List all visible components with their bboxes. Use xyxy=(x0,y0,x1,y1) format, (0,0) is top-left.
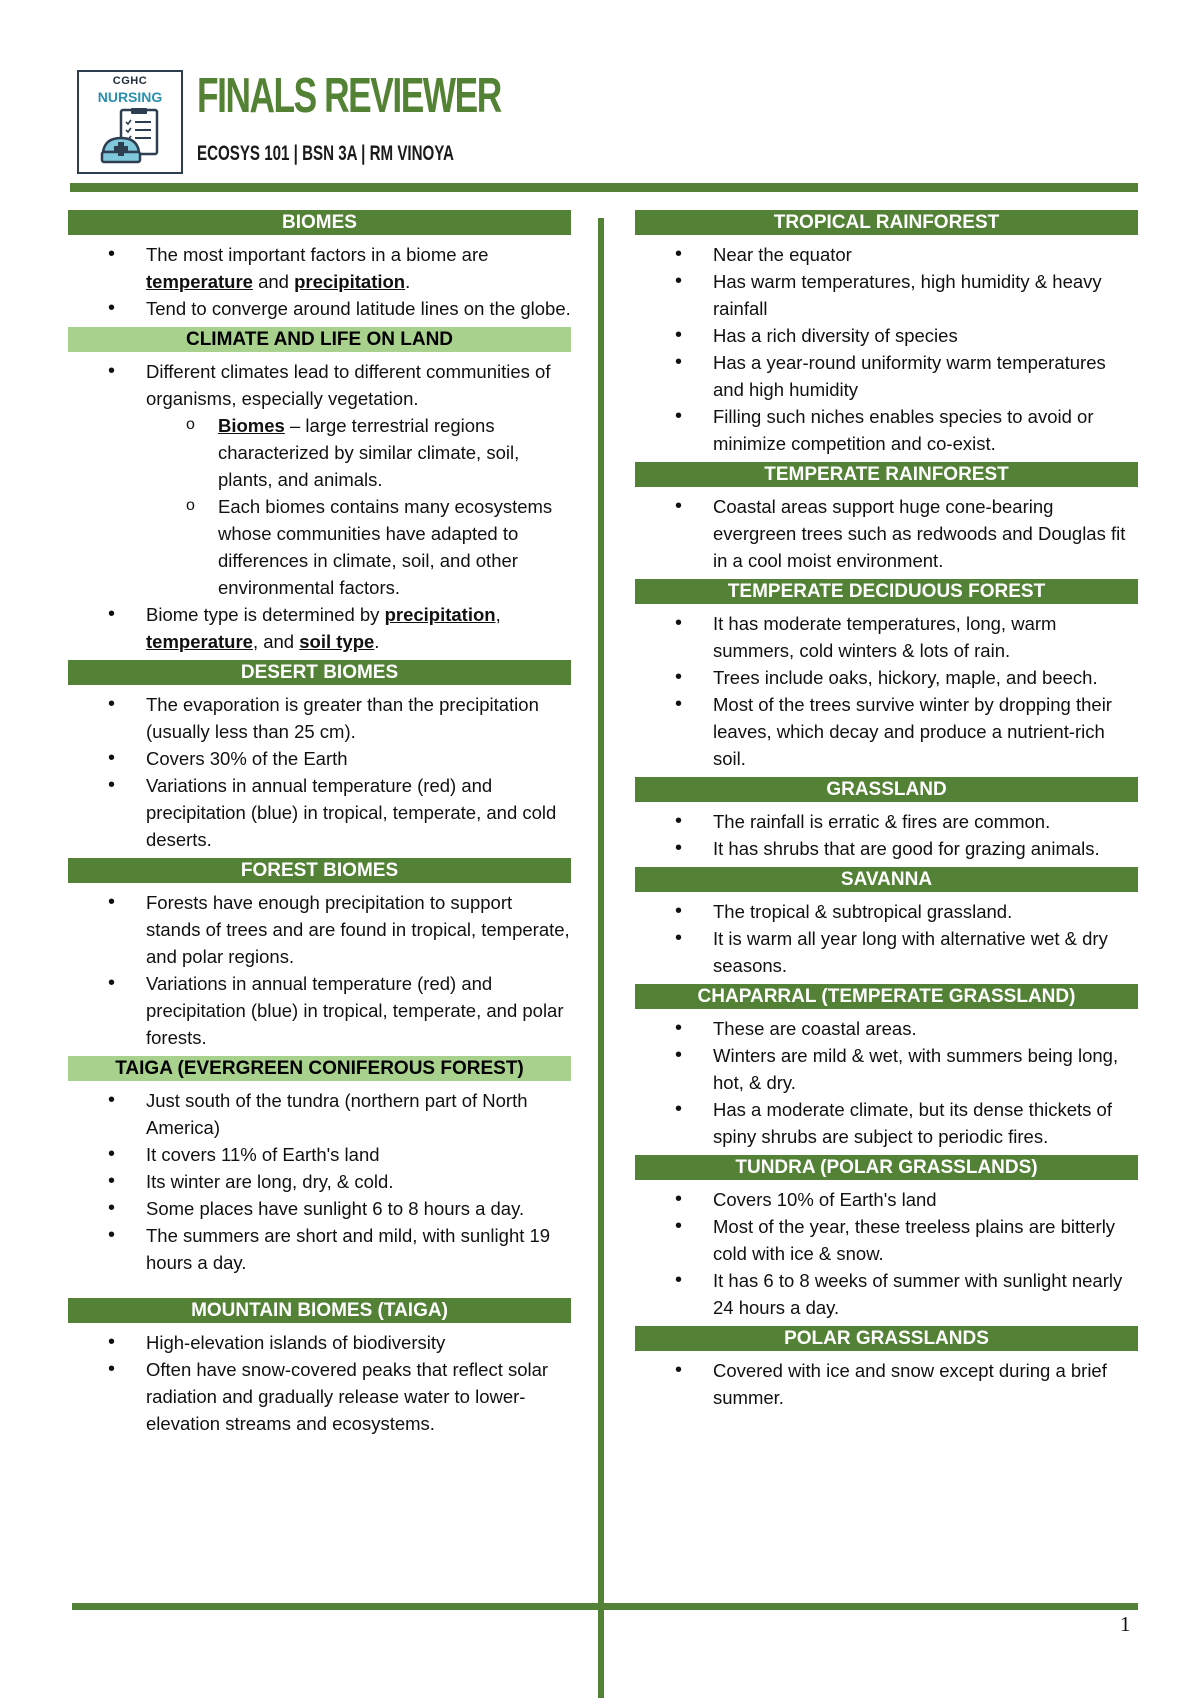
list-item: • The tropical & subtropical grassland. xyxy=(635,898,1138,925)
document-subtitle: ECOSYS 101 | BSN 3A | RM VINOYA xyxy=(197,142,454,165)
list-item: • Variations in annual temperature (red) and precipitation (blue) in tropical, temperate, and polar forests. xyxy=(68,970,571,1051)
text-span: . xyxy=(405,271,411,292)
climate-list xyxy=(68,358,571,655)
list-item: • Covers 30% of the Earth xyxy=(68,745,571,772)
text-span: Biome type is determined by xyxy=(146,604,385,625)
list-item: • The evaporation is greater than the precipitation (usually less than 25 cm). xyxy=(68,691,571,745)
list-item: • It is warm all year long with alternative wet & dry seasons. xyxy=(635,925,1138,979)
section-title-chaparral: CHAPARRAL (TEMPERATE GRASSLAND) xyxy=(635,984,1138,1009)
nurse-cap-clipboard-icon xyxy=(99,108,165,170)
text-span: , xyxy=(495,604,501,625)
savanna-list xyxy=(635,898,1138,979)
list-item: • It covers 11% of Earth's land xyxy=(68,1141,571,1168)
temperate-rainforest-list xyxy=(635,493,1138,574)
keyword-biomes: Biomes xyxy=(218,415,285,436)
polar-list xyxy=(635,1357,1138,1411)
biomes-list xyxy=(68,241,571,322)
section-title-tundra: TUNDRA (POLAR GRASSLANDS) xyxy=(635,1155,1138,1180)
list-item: • These are coastal areas. xyxy=(635,1015,1138,1042)
text-span: , and xyxy=(252,631,300,652)
chaparral-list xyxy=(635,1015,1138,1150)
list-item xyxy=(68,241,571,295)
logo xyxy=(77,70,183,174)
list-item: • Filling such niches enables species to avoid or minimize competition and co-exist. xyxy=(635,403,1138,457)
section-title-savanna: SAVANNA xyxy=(635,867,1138,892)
list-item: • Just south of the tundra (northern part of North America) xyxy=(68,1087,571,1141)
left-column xyxy=(68,210,571,1442)
taiga-list xyxy=(68,1087,571,1276)
text-span: . xyxy=(374,631,380,652)
section-title-forest: FOREST BIOMES xyxy=(68,858,571,883)
section-title-taiga: TAIGA (EVERGREEN CONIFEROUS FOREST) xyxy=(68,1056,571,1081)
text-span: – large terrestrial regions characterized by similar climate, soil, plants, and animals. xyxy=(218,415,520,490)
desert-list xyxy=(68,691,571,853)
list-item: • It has shrubs that are good for grazing animals. xyxy=(635,835,1138,862)
list-item xyxy=(68,601,571,655)
keyword-temperature: temperature xyxy=(146,271,253,292)
list-item: • Forests have enough precipitation to support stands of trees and are found in tropical, temperate, and polar regions. xyxy=(68,889,571,970)
list-item: • Often have snow-covered peaks that reflect solar radiation and gradually release water to lower-elevation streams and ecosystems. xyxy=(68,1356,571,1437)
list-item: • High-elevation islands of biodiversity xyxy=(68,1329,571,1356)
section-title-climate: CLIMATE AND LIFE ON LAND xyxy=(68,327,571,352)
mountain-list xyxy=(68,1329,571,1437)
forest-list xyxy=(68,889,571,1051)
list-item: • Its winter are long, dry, & cold. xyxy=(68,1168,571,1195)
list-item: • Covered with ice and snow except during a brief summer. xyxy=(635,1357,1138,1411)
sub-list-item xyxy=(146,412,571,493)
list-item: • Has a moderate climate, but its dense thickets of spiny shrubs are subject to periodic fires. xyxy=(635,1096,1138,1150)
section-title-temperate-deciduous: TEMPERATE DECIDUOUS FOREST xyxy=(635,579,1138,604)
column-divider xyxy=(598,218,604,1698)
list-item: • Winters are mild & wet, with summers being long, hot, & dry. xyxy=(635,1042,1138,1096)
list-item: • The rainfall is erratic & fires are common. xyxy=(635,808,1138,835)
text-span: The most important factors in a biome are xyxy=(146,244,489,265)
text-span: Different climates lead to different communities of organisms, especially vegetation. xyxy=(146,361,551,409)
text-span: and xyxy=(252,271,295,292)
list-item: • Has a rich diversity of species xyxy=(635,322,1138,349)
document-title: FINALS REVIEWER xyxy=(197,69,501,123)
footer-divider xyxy=(72,1603,1138,1610)
list-item: • Tend to converge around latitude lines on the globe. xyxy=(68,295,571,322)
logo-line-2: NURSING xyxy=(97,89,163,105)
list-item: • Coastal areas support huge cone-bearing evergreen trees such as redwoods and Douglas fit in a cool moist environment. xyxy=(635,493,1138,574)
list-item: • Has a year-round uniformity warm temperatures and high humidity xyxy=(635,349,1138,403)
tropical-list xyxy=(635,241,1138,457)
section-title-tropical-rainforest: TROPICAL RAINFOREST xyxy=(635,210,1138,235)
list-item: • Most of the year, these treeless plains are bitterly cold with ice & snow. xyxy=(635,1213,1138,1267)
header-divider xyxy=(70,183,1138,192)
keyword-soil-type: soil type xyxy=(299,631,375,652)
list-item: • Most of the trees survive winter by dropping their leaves, which decay and produce a nutrient-rich soil. xyxy=(635,691,1138,772)
list-item: • Near the equator xyxy=(635,241,1138,268)
list-item: • It has 6 to 8 weeks of summer with sunlight nearly 24 hours a day. xyxy=(635,1267,1138,1321)
temperate-deciduous-list xyxy=(635,610,1138,772)
keyword-precipitation: precipitation xyxy=(384,604,496,625)
list-item: • Trees include oaks, hickory, maple, and beech. xyxy=(635,664,1138,691)
list-item: • Some places have sunlight 6 to 8 hours a day. xyxy=(68,1195,571,1222)
logo-line-1: CGHC xyxy=(112,75,148,87)
keyword-precipitation: precipitation xyxy=(294,271,406,292)
keyword-temperature: temperature xyxy=(146,631,253,652)
list-item: • The summers are short and mild, with sunlight 19 hours a day. xyxy=(68,1222,571,1276)
list-item: • Variations in annual temperature (red) and precipitation (blue) in tropical, temperate, and cold deserts. xyxy=(68,772,571,853)
section-title-desert: DESERT BIOMES xyxy=(68,660,571,685)
list-item: • Covers 10% of Earth's land xyxy=(635,1186,1138,1213)
grassland-list xyxy=(635,808,1138,862)
section-title-temperate-rainforest: TEMPERATE RAINFOREST xyxy=(635,462,1138,487)
right-column xyxy=(635,210,1138,1416)
section-title-polar-grasslands: POLAR GRASSLANDS xyxy=(635,1326,1138,1351)
section-title-grassland: GRASSLAND xyxy=(635,777,1138,802)
page-number: 1 xyxy=(1120,1612,1131,1636)
section-title-mountain: MOUNTAIN BIOMES (TAIGA) xyxy=(68,1298,571,1323)
section-title-biomes: BIOMES xyxy=(68,210,571,235)
sub-list-item: o Each biomes contains many ecosystems whose communities have adapted to differences in climate, soil, and other environmental factors. xyxy=(146,493,571,601)
list-item: • Has warm temperatures, high humidity & heavy rainfall xyxy=(635,268,1138,322)
climate-sublist xyxy=(146,412,571,601)
list-item: • It has moderate temperatures, long, warm summers, cold winters & lots of rain. xyxy=(635,610,1138,664)
list-item xyxy=(68,358,571,601)
tundra-list xyxy=(635,1186,1138,1321)
